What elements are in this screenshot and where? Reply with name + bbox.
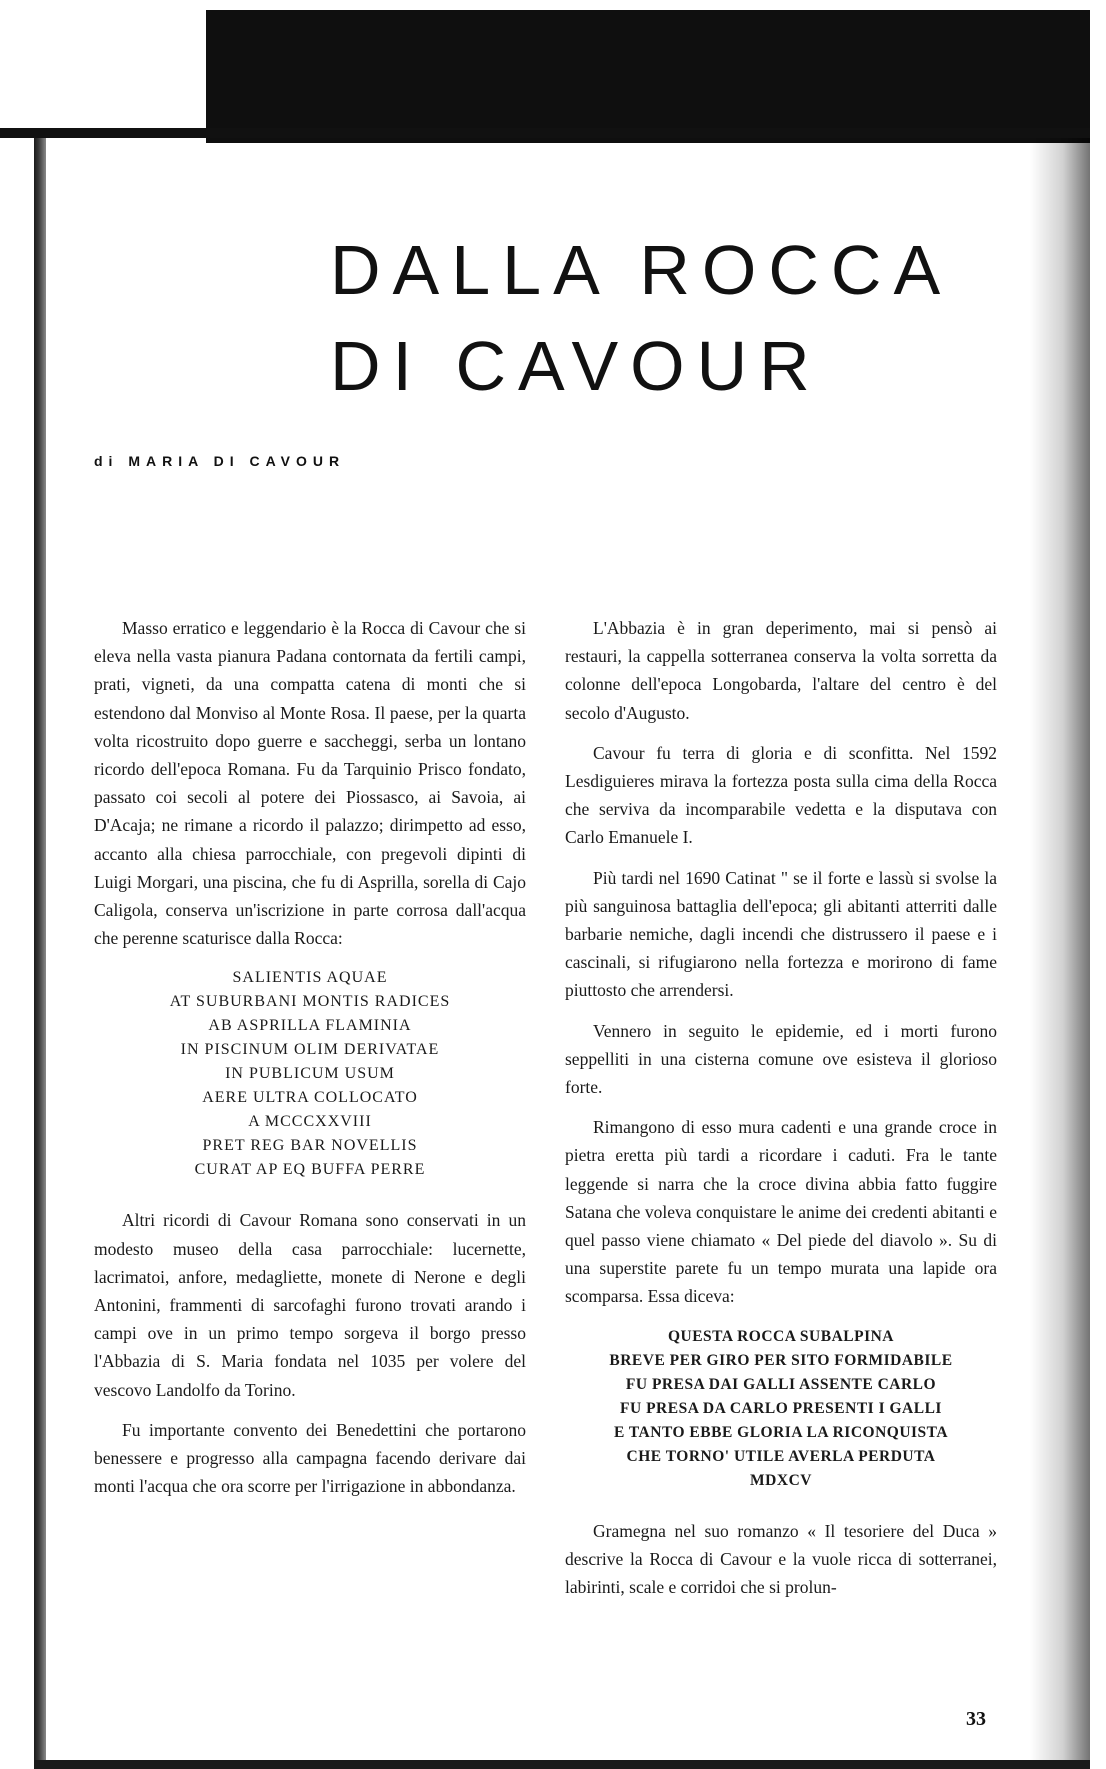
inscription-line: CHE TORNO' UTILE AVERLA PERDUTA (626, 1447, 936, 1465)
inscription-line: IN PUBLICUM USUM (225, 1065, 395, 1083)
page-top-edge (0, 128, 1090, 138)
paragraph: Altri ricordi di Cavour Romana sono conservati in un modesto museo della casa parrocchiale: lucernette, lacrimatoi, anfore, medagliette, monete di Nerone e degli Antonini, frammenti di sarcofaghi furono trovati arando i campi ove in un primo tempo sorgeva il borgo presso l'Abbazia di S. Maria fondata nel 1035 per volere del vescovo Landolfo da Torino. (94, 1210, 526, 1400)
title-line-2: DI CAVOUR (330, 327, 822, 405)
author-byline: di MARIA DI CAVOUR (94, 453, 346, 469)
article-title (330, 222, 1070, 414)
inscription-line: PRET REG BAR NOVELLIS (202, 1137, 418, 1155)
paragraph: Gramegna nel suo romanzo « Il tesoriere del Duca » descrive la Rocca di Cavour e la vuole ricca di sotterranei, labirinti, scale e corridoi che si prolun- (565, 1520, 997, 1598)
left-column (94, 614, 526, 1512)
inscription-line: AERE ULTRA COLLOCATO (202, 1089, 418, 1107)
inscription-line: CURAT AP EQ BUFFA PERRE (194, 1161, 426, 1179)
inscription-line: BREVE PER GIRO PER SITO FORMIDABILE (609, 1351, 953, 1369)
inscription-line: SALIENTIS AQUAE (232, 969, 388, 987)
inscription-line: AT SUBURBANI MONTIS RADICES (169, 993, 451, 1011)
inscription-line: FU PRESA DA CARLO PRESENTI I GALLI (620, 1399, 942, 1417)
paragraph: Fu importante convento dei Benedettini che portarono benessere e progresso alla campagna facendo derivare dai monti l'acqua che ora scorre per l'irrigazione in abbondanza. (94, 1419, 526, 1497)
inscription-line: QUESTA ROCCA SUBALPINA (667, 1327, 895, 1345)
title-line-1: DALLA ROCCA (330, 231, 953, 309)
paragraph: L'Abbazia è in gran deperimento, mai si pensò ai restauri, la cappella sotterranea conserva la volta sorretta da colonne dell'epoca Longobarda, l'altare del centro è del secolo d'Augusto. (565, 618, 997, 723)
paragraph: Più tardi nel 1690 Catinat " se il forte e lassù si svolse la più sanguinosa battaglia dell'epoca; gli abitanti atterriti dalle barbarie nemiche, dagli incendi che distrussero il paese e i cascinali, si rifugiarono nella fortezza e morirono di fame piuttosto che arrendersi. (565, 867, 997, 1001)
inscription-line: IN PISCINUM OLIM DERIVATAE (180, 1041, 440, 1059)
page-bottom-edge (34, 1760, 1090, 1769)
top-black-band (206, 10, 1090, 143)
latin-inscription (94, 966, 526, 1182)
inscription-line: AB ASPRILLA FLAMINIA (208, 1017, 412, 1035)
paragraph: Masso erratico e leggendario è la Rocca di Cavour che si eleva nella vasta pianura Padana contornata da fertili campi, prati, vigneti, da una compatta catena di monti che si estendono dal Monviso al Monte Rosa. Il paese, per la quarta volta ricostruito dopo guerre e saccheggi, serba un lontano ricordo dell'epoca Romana. Fu da Tarquinio Prisco fondato, passato coi secoli al potere dei Piossasco, ai Savoia, ai D'Acaja; ne rimane a ricordo il palazzo; dirimpetto ad esso, accanto alla chiesa parrocchiale, con pregevoli dipinti di Luigi Morgari, una piscina, che fu di Asprilla, sorella di Cajo Caligola, conserva un'iscrizione in parte corrosa dall'acqua che perenne scaturisce dalla Rocca: (94, 618, 526, 949)
paragraph: Cavour fu terra di gloria e di sconfitta. Nel 1592 Lesdiguieres mirava la fortezza posta sulla cima della Rocca che serviva da incomparabile vedetta e la disputava con Carlo Emanuele I. (565, 742, 997, 848)
page-number: 33 (966, 1708, 986, 1730)
stone-inscription (565, 1325, 997, 1493)
page-left-edge (34, 138, 46, 1769)
paragraph: Vennero in seguito le epidemie, ed i morti furono seppelliti in una cisterna comune ove esisteva il glorioso forte. (565, 1020, 997, 1098)
inscription-line: MDXCV (750, 1471, 812, 1489)
right-column (565, 614, 997, 1613)
inscription-line: FU PRESA DAI GALLI ASSENTE CARLO (625, 1375, 937, 1393)
inscription-line: E TANTO EBBE GLORIA LA RICONQUISTA (613, 1423, 949, 1441)
inscription-line: A MCCCXXVIII (248, 1113, 372, 1131)
paragraph: Rimangono di esso mura cadenti e una grande croce in pietra eretta più tardi a ricordare i caduti. Fra le tante leggende si narra che la croce divina abbia fatto fuggire Satana che voleva conquistare le anime dei credenti abitanti e quel passo viene chiamato « Del piede del diavolo ». Su di una superstite parete fu un tempo murata una lapide ora scomparsa. Essa diceva: (565, 1117, 997, 1307)
